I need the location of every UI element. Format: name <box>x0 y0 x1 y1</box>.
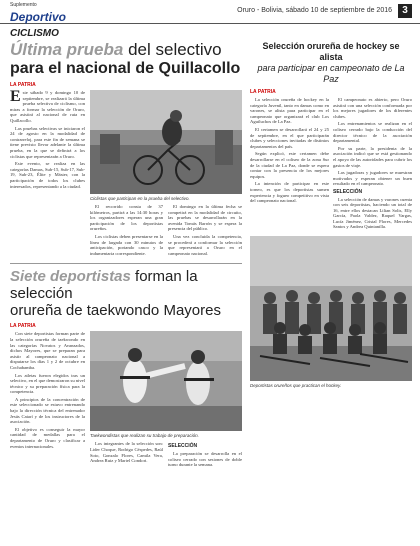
paragraph: La intención de participar en este torneo, es que los deportistas sumen experiencia y fogueo competitivo en vista del campeonato nacional. <box>250 181 329 204</box>
dropcap: E <box>10 88 21 105</box>
divider <box>10 263 242 264</box>
paragraph: El recorrido consta de 37 kilómetros, partirá a las 14:30 horas y los organizadores esperan una gran participación de los deportistas orureños. <box>90 204 163 232</box>
article-hockey-headline <box>250 41 412 85</box>
right-column <box>250 40 412 388</box>
paragraph: El certamen se desarrollará el 24 y 25 de septiembre, en el que participarán clubes y selecciones invitadas de distintos departamentos del país. <box>250 126 329 149</box>
hockey-photo <box>250 236 412 381</box>
paragraph: La preparación se desarrolla en el coliseo cerrado con sesiones de doble turno durante la semana. <box>168 450 242 468</box>
paragraph: El domingo en la última fecha se competirá en la modalidad de circuito, las pruebas se desarrollarán en la avenida Tomás Barrón y se espera la presencia del público. <box>168 204 242 232</box>
headline-line2: orureña de taekwondo Mayores <box>10 302 221 320</box>
paragraph: El campeonato es abierto, pero Oruro asistirá con una selección conformada por los mejores jugadores de los diferentes clubes. <box>333 97 412 119</box>
page-number: 3 <box>398 4 412 18</box>
paragraph: Con siete deportistas forman parte de la selección orureña de taekwondo en las categorías Novatos y Avanzados, dichos Mayores, que se preparan para asistir al campeonato nacional a disputarse los días 1 y 2 de octubre en Cochabamba. <box>10 331 85 370</box>
article-body-col3 <box>168 204 242 258</box>
paragraph: Los entrenamientos se realizan en el coliseo cerrado bajo la conducción del director técnico de la asociación departamental. <box>333 121 412 144</box>
paragraph: Las pruebas selectivas se iniciaron el 24 de agosto en la modalidad de contrarreloj, para este fin de semana se tiene previsto llevar adelante la última prueba, en la que se definirá a los ciclistas que representarán a Oruro. <box>10 125 85 159</box>
paragraph: Los atletas fueron elegidos tras un selectivo, en el que demostraron su nivel técnico y su preparación física para la competencia. <box>10 372 85 395</box>
article-body-col2 <box>90 441 163 469</box>
paragraph: La selección orureña de hockey en la categoría Juvenil, tanto en damas como en varones, se alista para participar en el campeonato que organizará el club Los Aguiluchos de La Paz. <box>250 97 329 125</box>
photo-caption: Taekwondistas que realizan su trabajo de preparación. <box>90 433 199 439</box>
logo-deportivo-text: Deportivo <box>10 10 67 24</box>
photo-caption: Deportistas orureños que practican el hockey. <box>250 383 342 389</box>
paragraph: Según explicó, este certamen debe desarrollarse en el coliseo de la zona Sur de la ciudad de La Paz, donde se espera contar con la presencia de los mejores equipos. <box>250 151 329 179</box>
paragraph: ste sábado 9 y domingo 10 de septiembre, se realizará la última prueba selectiva de ciclismo, con miras a formar la selección de Oruro, que asistirá al nacional de ruta en Quillacollo. <box>10 90 85 123</box>
paragraph: Una vez concluida la competencia, se procederá a conformar la selección que representará a Oruro en el campeonato nacional. <box>168 233 242 256</box>
article-taekwondo-headline <box>10 268 242 319</box>
headline-highlight: Última prueba <box>10 40 124 59</box>
subhead: SELECCIÓN <box>333 188 363 195</box>
taekwondo-photo <box>90 331 242 431</box>
headline-line2: para el nacional de Quillacollo <box>10 60 241 77</box>
dateline: Oruro - Bolivia, sábado 10 de septiembre de 2016 <box>237 7 392 14</box>
paragraph: Las jugadoras y jugadores se muestran motivados y esperan obtener un buen resultado en el campeonato. <box>333 170 412 187</box>
headline-highlight: Siete deportistas <box>10 268 131 286</box>
paragraph: Por su parte, la presidenta de la asociación indicó que se está gestionando el apoyo de las autoridades para cubrir los gastos de viaje. <box>333 145 412 168</box>
article-body-col1 <box>10 90 85 258</box>
subhead: SELECCIÓN <box>168 443 198 450</box>
paragraph: Los integrantes de la selección son: Lider Choque, Rodrigo Céspedes, Raúl Soto, Gonzalo Flores, Camila Vera, Andrea Ruiz y Mariel Condori. <box>90 441 163 464</box>
supplement-logo <box>10 2 80 24</box>
headline-rest: forman la selección <box>10 268 198 303</box>
paragraph: El objetivo es conseguir la mayor cantidad de medallas para el departamento de Oruro y clasificar a eventos internacionales. <box>10 426 85 449</box>
article-body-col1 <box>10 331 85 469</box>
byline: LA PATRIA <box>10 323 36 330</box>
byline: LA PATRIA <box>10 82 36 88</box>
paragraph: A principios de la concentración de este seleccionado se estuvo entrenando bajo la dirección técnica del entrenador Jesús Catarí y de los instructores de la asociación. <box>10 396 85 425</box>
article-body-col3 <box>168 441 242 469</box>
section-label: CICLISMO <box>10 28 59 39</box>
photo-caption: Ciclistas que participan en la prueba del selectivo. <box>90 196 190 201</box>
article-body-col2 <box>333 97 412 232</box>
article-taekwondo <box>10 268 242 469</box>
taekwondo-photo-image <box>90 331 242 431</box>
article-hockey <box>250 41 412 388</box>
paragraph: Este evento, se realiza en las categorías Damas, Sub-15, Sub-17, Sub-19, Sub-23, Élite y Máster, con la participación de todos los clubes interesados, representando a la ciudad. <box>10 161 85 189</box>
article-body-col2 <box>90 204 163 258</box>
byline: LA PATRIA <box>250 89 276 95</box>
left-column <box>10 40 242 470</box>
paragraph: Los ciclistas deben presentarse en la línea de largada con 30 minutos de anticipación, portando casco y la indumentaria correspondiente. <box>90 233 163 256</box>
headline-rest: del selectivo <box>123 40 222 59</box>
hockey-photo-image <box>250 236 412 381</box>
article-body-col1 <box>250 97 329 232</box>
page-header <box>0 0 420 24</box>
cycling-photo-image <box>90 90 242 194</box>
logo-supplement-text: Suplemento <box>10 2 37 8</box>
article-cycling-headline <box>10 40 242 78</box>
cycling-photo <box>90 90 242 194</box>
article-cycling <box>10 40 242 258</box>
headline-line1: Selección orureña de hockey se alista <box>262 41 400 62</box>
headline-line2: para participar en campeonato de La Paz <box>257 63 405 84</box>
paragraph: La selección de damas y varones cuenta con seis deportistas, haciendo un total de 16, entre ellos destacan Lilian Solis, Elly García, Paola Valdez, Raquel Vargas, Lucía Jiménez, Cristal Flores, Mercedes Santos y Andrea Quintanilla. <box>333 196 412 230</box>
